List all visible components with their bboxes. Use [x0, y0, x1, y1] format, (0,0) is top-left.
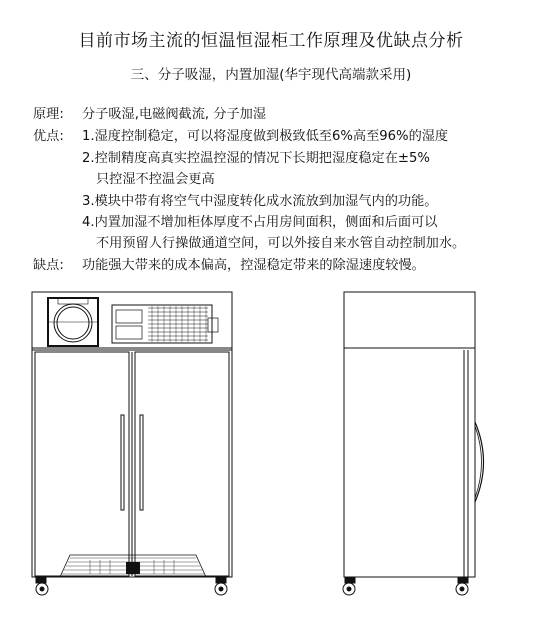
control-module — [112, 305, 218, 343]
advantage-item-4-cont: 不用预留人行操做通道空间，可以外接自来水管自动控制加水。 — [96, 236, 466, 251]
cabinet-doors — [35, 352, 229, 576]
disadvantages-text: 功能强大带来的成本偏高，控湿稳定带来的除湿速度较慢。 — [82, 258, 425, 273]
advantage-item-2-cont: 只控湿不控温会更高 — [96, 172, 215, 187]
front-casters — [36, 577, 227, 595]
advantage-item-2: 2.控制精度高真实控温控湿的情况下长期把湿度稳定在±5% — [82, 151, 430, 166]
bottom-humidifier-unit — [60, 555, 206, 577]
section-subtitle: 三、分子吸湿，内置加湿(华宇现代高端款采用) — [130, 67, 412, 83]
cabinet-front-view — [32, 292, 232, 595]
advantage-item-1: 1.湿度控制稳定，可以将湿度做到极致低至6%高至96%的湿度 — [82, 129, 449, 144]
cabinet-side-view — [343, 292, 484, 595]
advantage-item-4: 4.内置加湿不增加柜体厚度不占用房间面积，侧面和后面可以 — [82, 215, 438, 230]
disadvantages-label: 缺点: — [33, 258, 64, 273]
principle-label: 原理: — [33, 107, 64, 122]
principle-text: 分子吸湿,电磁阀截流, 分子加湿 — [82, 107, 267, 122]
advantage-item-3: 3.模块中带有将空气中湿度转化成水流放到加湿气内的功能。 — [82, 194, 438, 209]
advantages-label: 优点: — [33, 129, 64, 144]
page-title: 目前市场主流的恒温恒湿柜工作原理及优缺点分析 — [78, 31, 464, 51]
fan-unit — [48, 298, 98, 346]
side-casters — [343, 577, 468, 595]
